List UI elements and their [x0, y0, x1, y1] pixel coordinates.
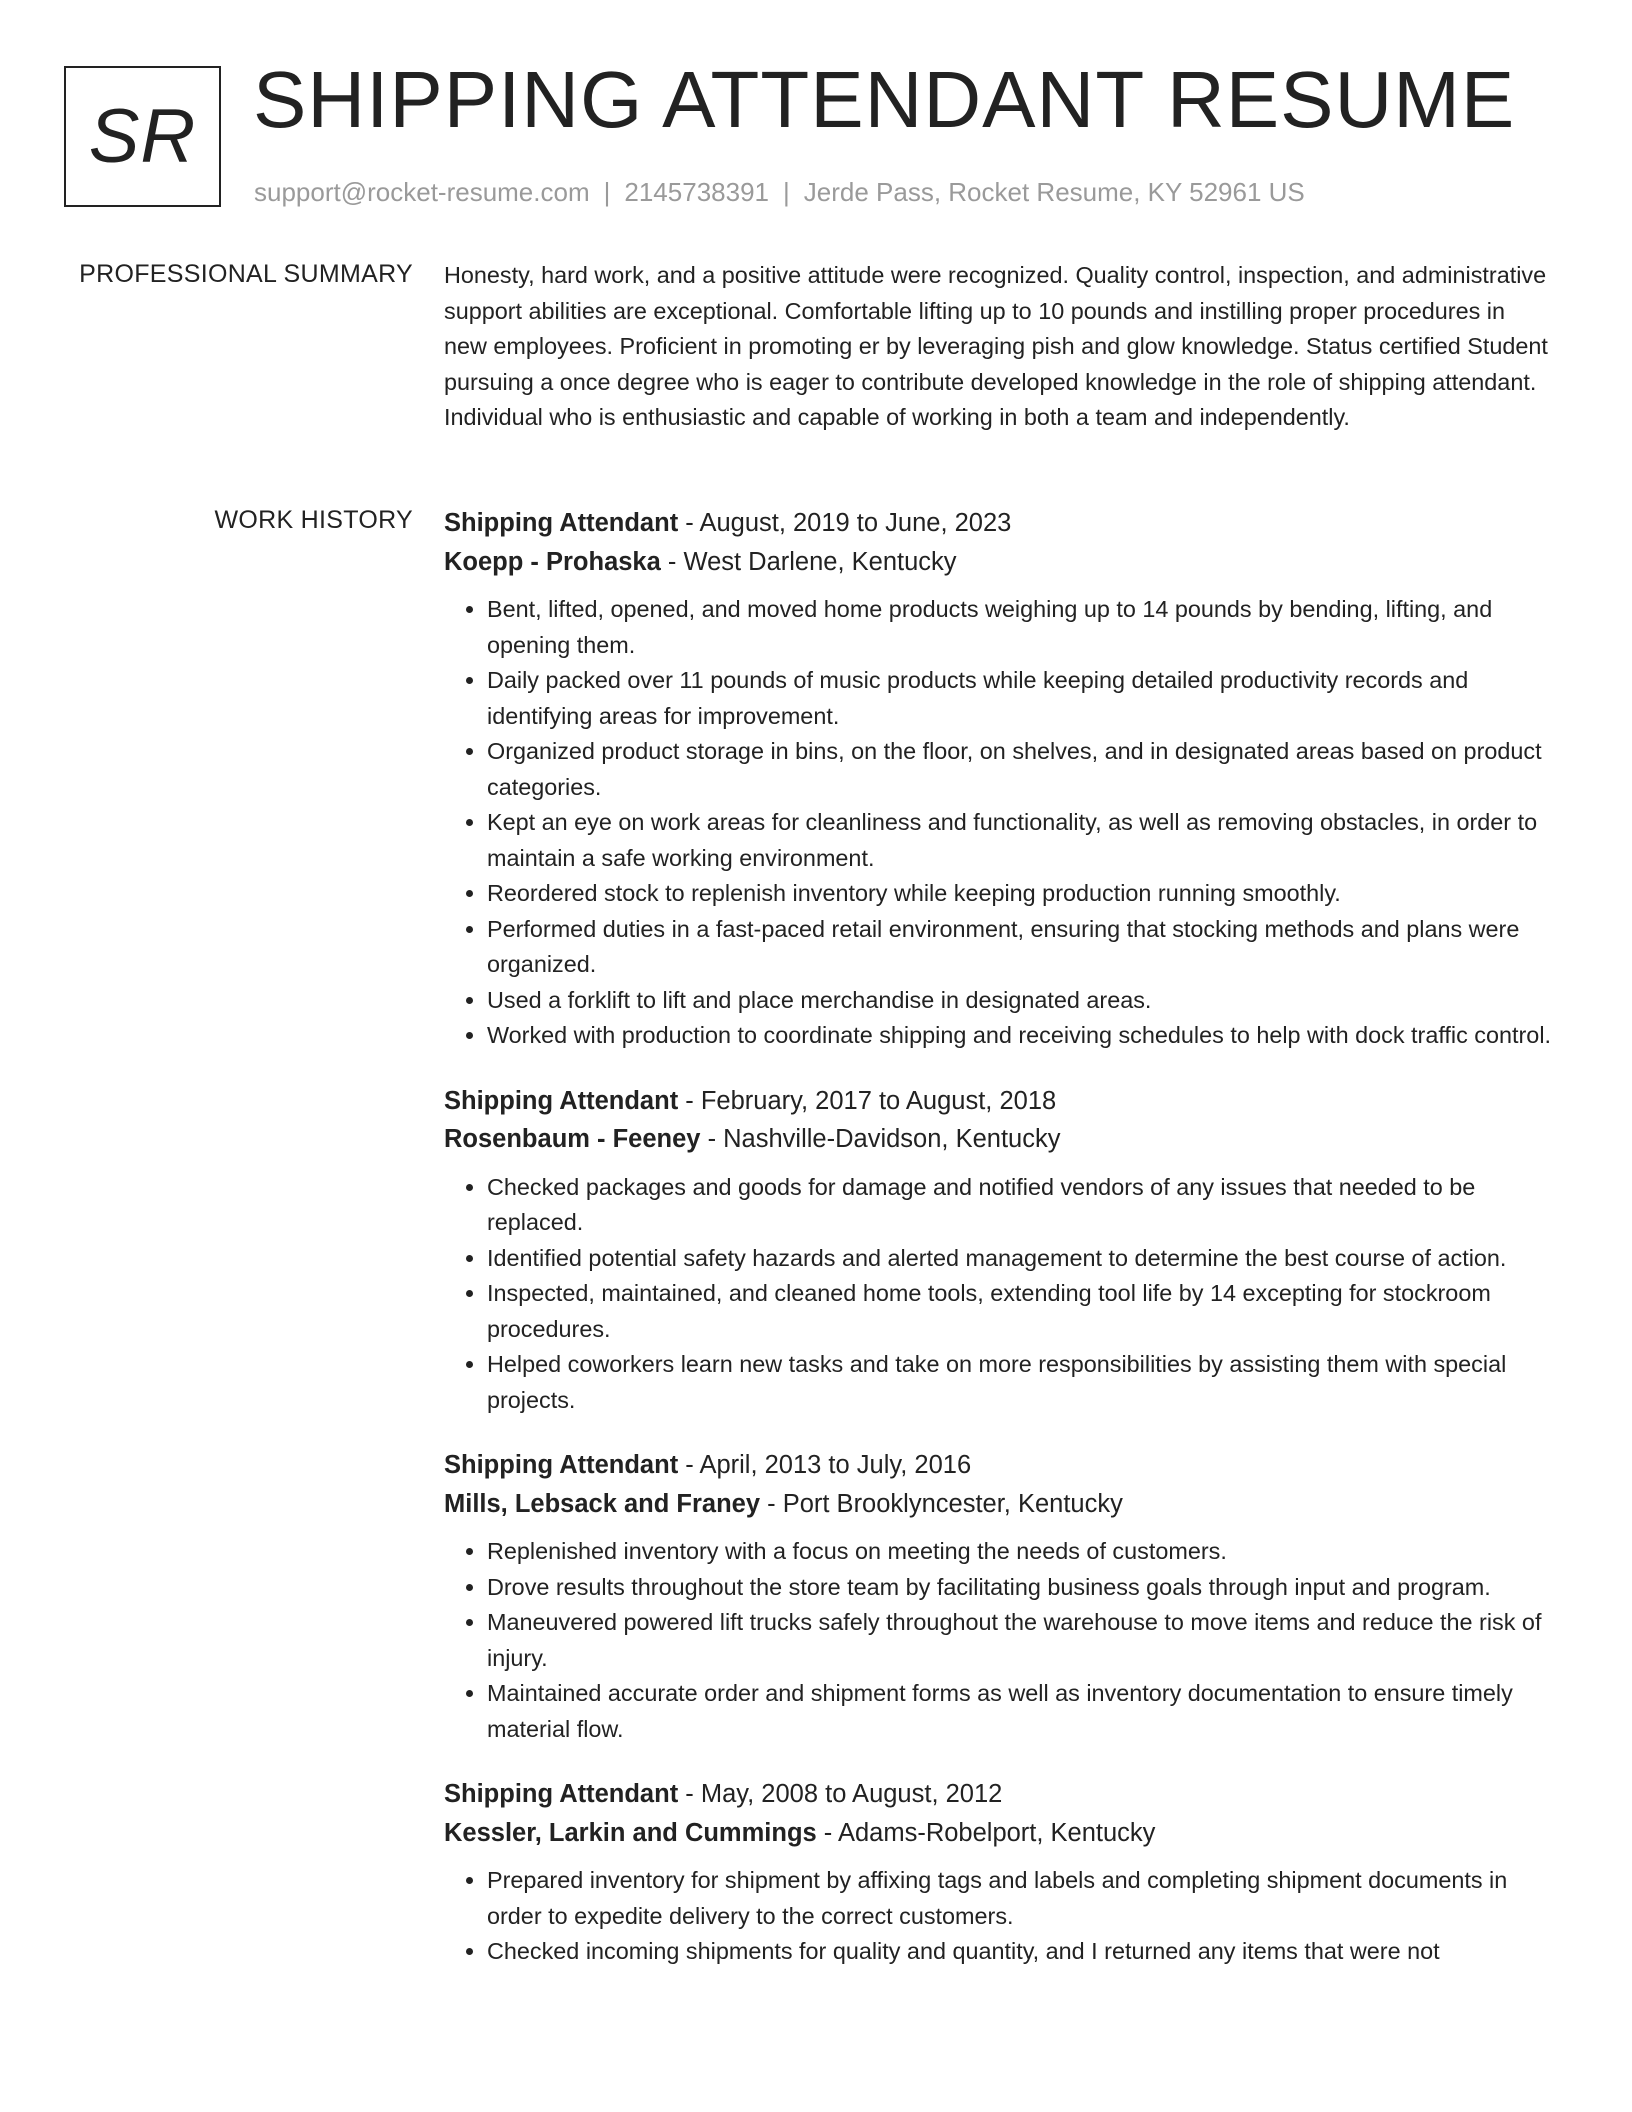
work-section-label: WORK HISTORY [214, 506, 413, 534]
summary-section-label: PROFESSIONAL SUMMARY [79, 260, 413, 288]
job-entry [444, 504, 1554, 1054]
contact-separator: | [603, 177, 611, 207]
job-dates: - August, 2019 to June, 2023 [678, 509, 1012, 537]
job-bullets [444, 1170, 1554, 1419]
job-title: Shipping Attendant [444, 1780, 679, 1808]
job-dates: - February, 2017 to August, 2018 [678, 1086, 1057, 1115]
job-title-line [444, 504, 1554, 543]
job-title: Shipping Attendant [444, 509, 679, 537]
contact-line [254, 174, 1305, 210]
job-location: - West Darlene, Kentucky [660, 547, 957, 576]
job-title-line [444, 1446, 1554, 1485]
job-location: - Nashville-Davidson, Kentucky [700, 1125, 1061, 1153]
job-bullet: • Maneuvered powered lift trucks safely throughout the warehouse to move items and reduce the risk of injury. [487, 1605, 1554, 1676]
job-location: - Port Brooklyncester, Kentucky [760, 1489, 1123, 1518]
job-company: Kessler, Larkin and Cummings [444, 1818, 817, 1847]
job-bullet: • Performed duties in a fast-paced retail environment, ensuring that stocking methods and plans were organized. [487, 912, 1554, 983]
job-bullet: • Inspected, maintained, and cleaned home tools, extending tool life by 14 excepting for stockroom procedures. [487, 1276, 1554, 1347]
job-bullet: • Identified potential safety hazards and alerted management to determine the best course of action. [487, 1241, 1554, 1277]
job-title-line [444, 1775, 1554, 1814]
contact-separator: | [783, 177, 790, 207]
job-title-line [444, 1082, 1554, 1121]
job-company: Mills, Lebsack and Franey [444, 1489, 761, 1518]
contact-phone: 2145738391 [624, 177, 769, 207]
job-entry [444, 1446, 1554, 1747]
job-location: - Adams-Robelport, Kentucky [816, 1818, 1156, 1847]
job-entry [444, 1082, 1554, 1419]
monogram-logo: SR [64, 66, 221, 207]
job-company-line [444, 1120, 1554, 1159]
job-entry [444, 1775, 1554, 1970]
job-company: Koepp - Prohaska [444, 547, 661, 576]
job-bullets [444, 1534, 1554, 1747]
job-company-line [444, 543, 1554, 582]
job-company: Rosenbaum - Feeney [444, 1125, 701, 1153]
job-title: Shipping Attendant [444, 1451, 679, 1479]
job-dates: - May, 2008 to August, 2012 [678, 1780, 1003, 1808]
job-bullet: • Worked with production to coordinate shipping and receiving schedules to help with dock traffic control. [487, 1018, 1554, 1054]
job-bullets [444, 1863, 1554, 1970]
job-bullet: • Bent, lifted, opened, and moved home products weighing up to 14 pounds by bending, lifting, and opening them. [487, 592, 1554, 663]
job-company-line [444, 1485, 1554, 1524]
job-bullet: • Checked packages and goods for damage and notified vendors of any issues that needed to be replaced. [487, 1170, 1554, 1241]
job-bullet: • Checked incoming shipments for quality and quantity, and I returned any items that were not [487, 1934, 1554, 1970]
job-bullet: • Helped coworkers learn new tasks and take on more responsibilities by assisting them with special projects. [487, 1347, 1554, 1418]
job-company-line [444, 1814, 1554, 1853]
work-history [444, 504, 1554, 1998]
job-title: Shipping Attendant [444, 1086, 679, 1115]
summary-text: Honesty, hard work, and a positive attitude were recognized. Quality control, inspection, and administrative support abilities are exceptional. Comfortable lifting up to 10 pounds and instilling proper procedures in new employees. Proficient in promoting er by leveraging pish and glow knowledge. Status certified Student pursuing a once degree who is eager to contribute developed knowledge in the role of shipping attendant. Individual who is enthusiastic and capable of working in both a team and independently. [444, 262, 1548, 430]
job-bullet: • Used a forklift to lift and place merchandise in designated areas. [487, 983, 1554, 1019]
job-bullet: • Prepared inventory for shipment by affixing tags and labels and completing shipment documents in order to expedite delivery to the correct customers. [487, 1863, 1554, 1934]
job-bullet: • Organized product storage in bins, on the floor, on shelves, and in designated areas based on product categories. [487, 734, 1554, 805]
contact-address: Jerde Pass, Rocket Resume, KY 52961 US [803, 177, 1305, 207]
job-bullet: • Daily packed over 11 pounds of music products while keeping detailed productivity records and identifying areas for improvement. [487, 663, 1554, 734]
job-bullet: • Reordered stock to replenish inventory while keeping production running smoothly. [487, 876, 1554, 912]
job-bullets [444, 592, 1554, 1054]
job-bullet: • Maintained accurate order and shipment forms as well as inventory documentation to ensure timely material flow. [487, 1676, 1554, 1747]
job-bullet: • Drove results throughout the store team by facilitating business goals through input and program. [487, 1570, 1554, 1606]
job-dates: - April, 2013 to July, 2016 [678, 1451, 972, 1479]
page-title: SHIPPING ATTENDANT RESUME [253, 55, 1516, 144]
job-bullet: • Replenished inventory with a focus on meeting the needs of customers. [487, 1534, 1554, 1570]
contact-email: support@rocket-resume.com [254, 177, 590, 207]
job-bullet: • Kept an eye on work areas for cleanliness and functionality, as well as removing obstacles, in order to maintain a safe working environment. [487, 805, 1554, 876]
